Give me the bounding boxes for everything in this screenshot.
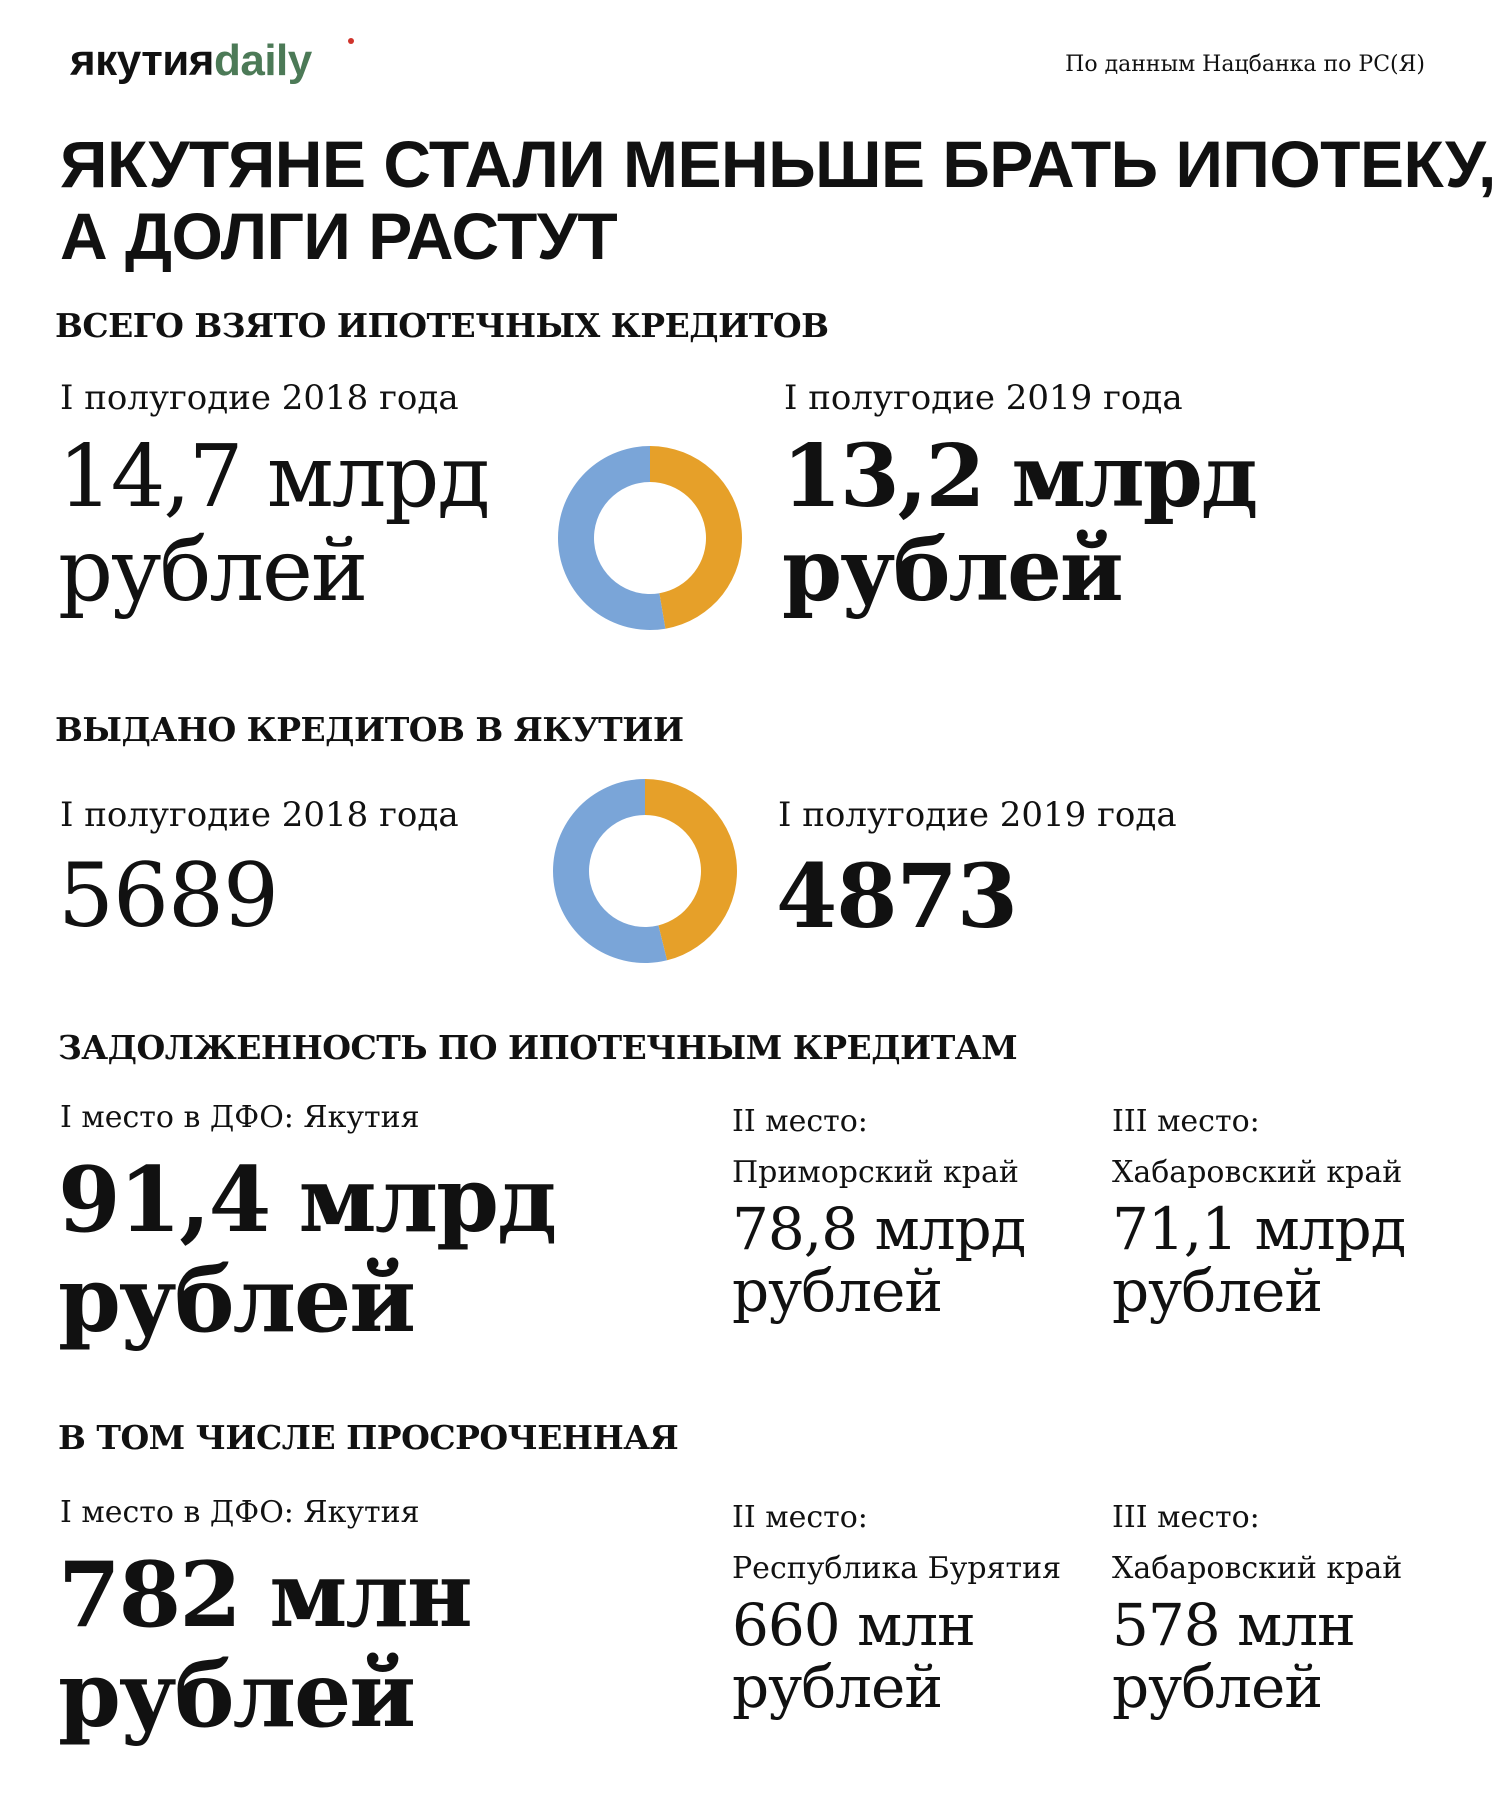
total-right-value xyxy=(782,426,1257,621)
total-right-value-line2: рублей xyxy=(782,520,1122,621)
total-left-value-line1: 14,7 млрд xyxy=(58,427,489,527)
debt-first-value xyxy=(58,1147,556,1353)
logo xyxy=(70,36,312,86)
overdue-third-region: Хабаровский край xyxy=(1112,1551,1403,1586)
overdue-third-value xyxy=(1112,1591,1355,1721)
section-title-count: ВЫДАНО КРЕДИТОВ В ЯКУТИИ xyxy=(55,710,684,749)
total-left-value xyxy=(58,427,489,621)
logo-text-daily: daily xyxy=(213,36,312,85)
count-right-period: I полугодие 2019 года xyxy=(778,795,1177,835)
debt-second-value xyxy=(732,1195,1026,1325)
donut-chart-count xyxy=(550,776,740,966)
debt-third-value-line2: рублей xyxy=(1112,1257,1322,1325)
debt-second-value-line1: 78,8 млрд xyxy=(732,1195,1026,1263)
debt-third-label: III место: xyxy=(1112,1104,1260,1139)
debt-first-value-line1: 91,4 млрд xyxy=(58,1147,556,1253)
debt-third-value xyxy=(1112,1195,1406,1325)
donut-slice-2019 xyxy=(650,446,742,629)
debt-second-label: II место: xyxy=(732,1104,868,1139)
headline xyxy=(60,128,1496,272)
debt-second-value-line2: рублей xyxy=(732,1257,942,1325)
overdue-second-region: Республика Бурятия xyxy=(732,1551,1062,1586)
overdue-second-value-line2: рублей xyxy=(732,1653,942,1721)
total-left-value-line2: рублей xyxy=(58,521,367,621)
overdue-second-value xyxy=(732,1591,975,1721)
overdue-third-value-line1: 578 млн xyxy=(1112,1591,1355,1659)
headline-line-1: ЯКУТЯНЕ СТАЛИ МЕНЬШЕ БРАТЬ ИПОТЕКУ, xyxy=(60,127,1496,201)
count-left-period: I полугодие 2018 года xyxy=(60,795,459,835)
total-right-period: I полугодие 2019 года xyxy=(784,378,1183,418)
debt-third-value-line1: 71,1 млрд xyxy=(1112,1195,1406,1263)
donut-slice-2018 xyxy=(558,446,665,630)
overdue-third-label: III место: xyxy=(1112,1500,1260,1535)
logo-text-yakutia: якутия xyxy=(70,36,214,85)
count-left-value: 5689 xyxy=(58,844,278,947)
section-title-overdue: В ТОМ ЧИСЛЕ ПРОСРОЧЕННАЯ xyxy=(58,1418,679,1457)
debt-third-region: Хабаровский край xyxy=(1112,1155,1403,1190)
donut-chart-total xyxy=(555,443,745,633)
overdue-second-value-line1: 660 млн xyxy=(732,1591,975,1659)
count-right-value: 4873 xyxy=(776,844,1017,948)
debt-second-region: Приморский край xyxy=(732,1155,1019,1190)
overdue-first-value-line1: 782 млн xyxy=(58,1542,471,1648)
headline-line-2: А ДОЛГИ РАСТУТ xyxy=(60,199,618,273)
debt-first-value-line2: рублей xyxy=(58,1247,415,1353)
total-right-value-line1: 13,2 млрд xyxy=(782,426,1257,527)
section-title-debt: ЗАДОЛЖЕННОСТЬ ПО ИПОТЕЧНЫМ КРЕДИТАМ xyxy=(58,1028,1018,1067)
overdue-third-value-line2: рублей xyxy=(1112,1653,1322,1721)
overdue-first-label: I место в ДФО: Якутия xyxy=(60,1495,420,1530)
debt-first-label: I место в ДФО: Якутия xyxy=(60,1100,420,1135)
overdue-first-value-line2: рублей xyxy=(58,1642,415,1748)
source-note: По данным Нацбанка по РС(Я) xyxy=(1065,52,1425,77)
section-title-total: ВСЕГО ВЗЯТО ИПОТЕЧНЫХ КРЕДИТОВ xyxy=(55,306,829,345)
overdue-second-label: II место: xyxy=(732,1500,868,1535)
overdue-first-value xyxy=(58,1542,471,1748)
logo-dot-icon xyxy=(348,38,354,44)
total-left-period: I полугодие 2018 года xyxy=(60,378,459,418)
